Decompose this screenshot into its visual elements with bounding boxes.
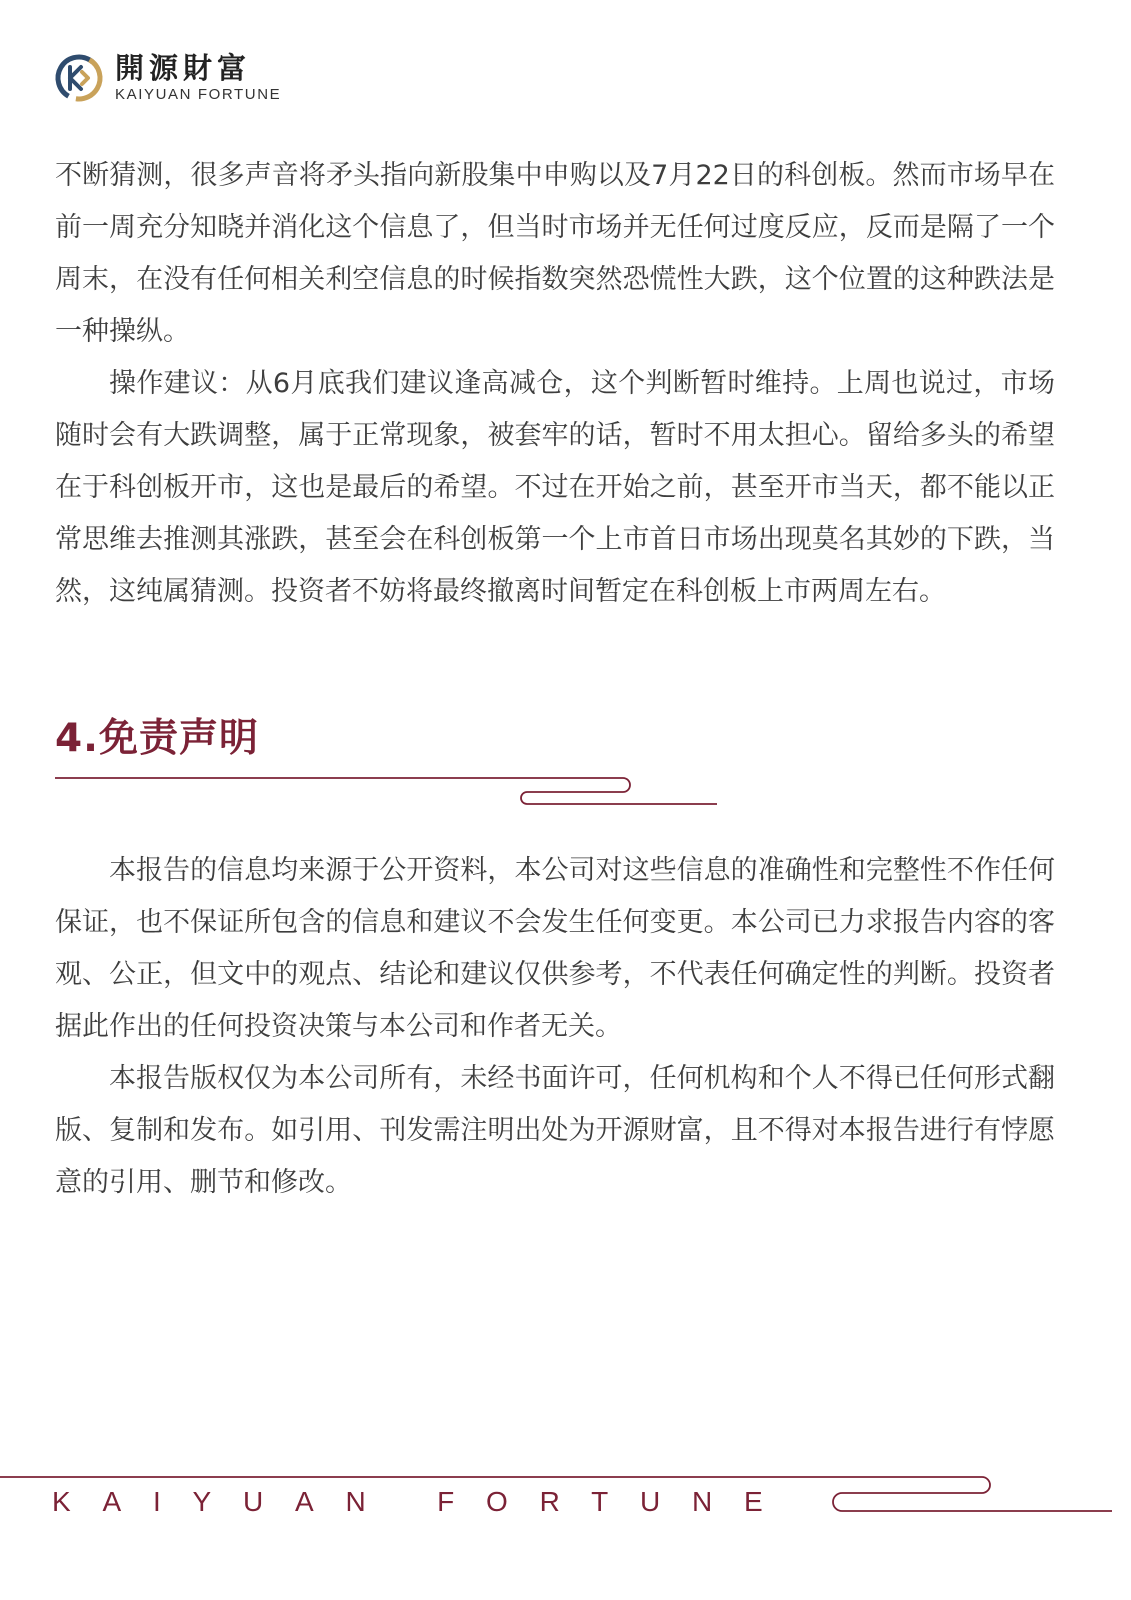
paragraph: 本报告版权仅为本公司所有，未经书面许可，任何机构和个人不得已任何形式翻版、复制和发布。如引用、刊发需注明出处为开源财富，且不得对本报告进行有悖愿意的引用、删节和修改。 xyxy=(55,1063,1055,1198)
brand-logo xyxy=(53,50,313,110)
heading-underline-decoration xyxy=(55,774,735,810)
section-heading: 4.免责声明 xyxy=(55,716,259,761)
paragraph: 本报告的信息均来源于公开资料，本公司对这些信息的准确性和完整性不作任何保证，也不保证所包含的信息和建议不会发生任何变更。本公司已力求报告内容的客观、公正，但文中的观点、结论和建议仅供参考，不代表任何确定性的判断。投资者据此作出的任何投资决策与本公司和作者无关。 xyxy=(55,855,1055,1042)
section-header xyxy=(55,712,735,812)
body-text xyxy=(55,150,1055,618)
disclaimer-text xyxy=(55,845,1055,1209)
logo-english-text: KAIYUAN FORTUNE xyxy=(115,86,282,103)
paragraph: 不断猜测，很多声音将矛头指向新股集中申购以及7月22日的科创板。然而市场早在前一周充分知晓并消化这个信息了，但当时市场并无任何过度反应，反而是隔了一个周末，在没有任何相关利空信息的时候指数突然恐慌性大跌，这个位置的这种跌法是一种操纵。 xyxy=(55,160,1055,347)
page-footer xyxy=(0,1470,1131,1530)
kaiyuan-logo-icon xyxy=(53,52,105,104)
paragraph: 操作建议：从6月底我们建议逢高减仓，这个判断暂时维持。上周也说过，市场随时会有大跌调整，属于正常现象，被套牢的话，暂时不用太担心。留给多头的希望在于科创板开市，这也是最后的希望。不过在开始之前，甚至开市当天，都不能以正常思维去推测其涨跌，甚至会在科创板第一个上市首日市场出现莫名其妙的下跌，当然，这纯属猜测。投资者不妨将最终撤离时间暂定在科创板上市两周左右。 xyxy=(55,368,1055,607)
footer-brand-text: KAIYUAN FORTUNE xyxy=(52,1486,795,1517)
logo-chinese-text: 開源財富 xyxy=(115,51,252,85)
